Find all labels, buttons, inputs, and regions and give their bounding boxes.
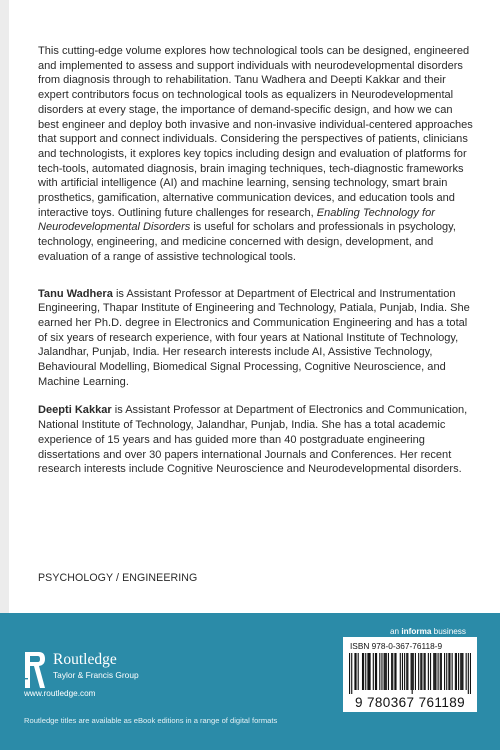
author-name-1: Tanu Wadhera [38,287,113,300]
description-part-2: is useful for scholars and professionals in psychology, technology, engineering, and medicine concerned with design, development, and evaluation of a range of assistive technological tools. [38,221,456,263]
routledge-r-monogram-icon [24,650,46,690]
author-name-2: Deepti Kakkar [38,404,112,417]
publisher-logo [24,650,224,690]
barcode-digits: 9 780367 761189 [354,695,466,710]
informa-suffix: business [431,627,466,636]
informa-prefix: an [389,627,402,636]
author-bio-text-1: is Assistant Professor at Department of Electrical and Instrumentation Engineering, Thapar Institute of Engineering and Technology, Patiala, Punjab, India. She earned her Ph.D. degree in Electronics and Communication Engineering and has a total of six years of research experience, with four years at National Institute of Technology, Jalandhar, Punjab, India. Her research interests include AI, Assistive Technology, Behavioural Modelling, Biomedical Signal Processing, Cognitive Neuroscience, and Machine Learning. [38,287,470,388]
barcode-icon [349,653,471,694]
subject-category: PSYCHOLOGY / ENGINEERING [38,572,198,584]
author-bio-text-2: is Assistant Professor at Department of Electronics and Communication, National Institute of Technology, Jalandhar, Punjab, India. She has a total academic experience of 15 years and has guided more than 40 postgraduate engineering dissertations and over 30 papers international Journals and Conferences. Her recent research interests include Cognitive Neuroscience and Neurodevelopmental disorders. [38,404,468,476]
author-bio-1 [38,287,476,390]
ebook-availability-note: Routledge titles are available as eBook editions in a range of digital formats [24,716,278,725]
informa-word: informa [401,627,432,636]
book-description [38,44,476,265]
publisher-website: www.routledge.com [24,689,96,698]
author-bio-2 [38,403,476,477]
informa-business-label [390,627,466,636]
back-cover-text [38,44,476,491]
isbn-barcode-block [343,637,477,712]
publisher-group: Taylor & Francis Group [53,670,139,680]
publisher-name: Routledge [53,651,117,668]
isbn-number: ISBN 978-0-367-76118-9 [350,641,443,651]
book-title: Enabling Technology for Neurodevelopmental Disorders [38,206,435,234]
description-part-1: This cutting-edge volume explores how technological tools can be designed, engineered and implemented to assess and support individuals with neurodevelopmental disorders from diagnosis through to rehabilitation. Tanu Wadhera and Deepti Kakkar and their expert contributors focus on technological tools as equalizers in Neurodevelopmental disorders at every stage, the importance of demand-specific design, and how we can best engineer and deploy both invasive and non-invasive individual-centered approaches that support and connect individuals. Considering the perspectives of patients, clinicians and technologists, it explores key topics including design and evaluation of platforms for tech-tools, automated diagnosis, brain imaging techniques, tech-diagnostic frameworks with artificial intelligence (AI) and machine learning, sensing technology, smart brain prosthetics, gamification, alternative communication devices, and education tools and interactive toys. Outlining future challenges for research, [38,45,473,219]
